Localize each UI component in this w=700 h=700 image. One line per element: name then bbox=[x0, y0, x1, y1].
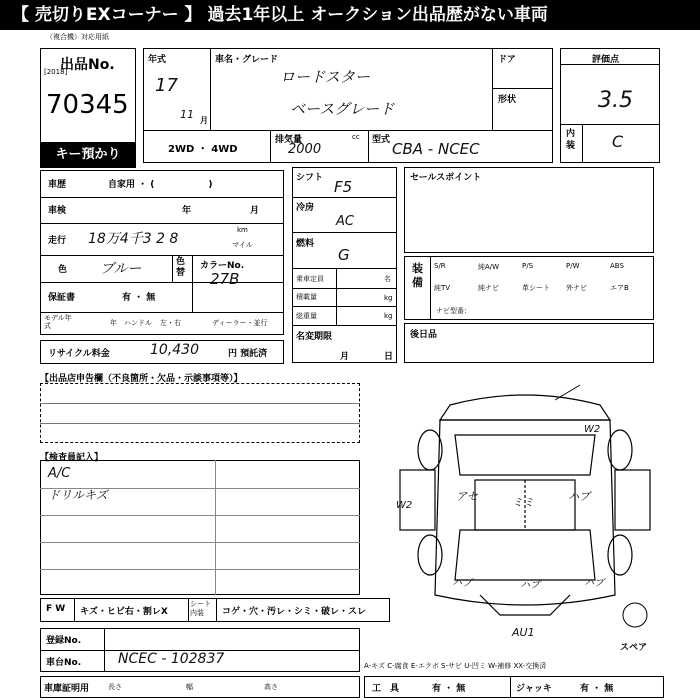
inspection-label: 車検 bbox=[48, 206, 67, 216]
garage-cert-field-1: 幅 bbox=[186, 683, 193, 691]
shift-value: F5 bbox=[334, 178, 353, 196]
fw-label: F W bbox=[46, 604, 66, 614]
grade: ベースグレード bbox=[290, 100, 395, 118]
handle-label: ハンドル bbox=[124, 319, 152, 327]
inspector-area bbox=[40, 460, 360, 595]
tools-label: 工 具 bbox=[372, 684, 400, 694]
navi-label: ナビ型番： bbox=[436, 307, 471, 315]
load-unit: kg bbox=[384, 294, 393, 302]
seat-text: コゲ・穴・汚レ・シミ・破レ・スレ bbox=[222, 607, 367, 617]
seller-notes-area bbox=[40, 383, 360, 443]
doors-label: ドア bbox=[498, 55, 516, 65]
model-year-label: モデル年式 bbox=[44, 314, 72, 330]
lot-number: 70345 bbox=[46, 90, 129, 120]
month-unit: 月 bbox=[200, 116, 208, 125]
shift-label: シフト bbox=[296, 173, 324, 183]
form-subtitle: （複合機）対応用紙 bbox=[46, 33, 109, 41]
interior-value: C bbox=[612, 132, 624, 151]
diagram-mark-rear-center: ハブ bbox=[520, 580, 540, 591]
diagram-mark-rear-left: ハブ bbox=[452, 578, 472, 589]
name-change-label: 名変期限 bbox=[296, 332, 333, 342]
car-name: ロードスター bbox=[280, 68, 370, 86]
color-label: 色 bbox=[58, 265, 68, 275]
tools-box bbox=[364, 676, 664, 698]
damage-legend: A-キズ C-腐食 E-エクボ S-サビ U-凹ミ W-補修 XX-交換済 bbox=[364, 662, 547, 670]
diagram-mark-center: ミミ bbox=[512, 496, 534, 509]
mileage-unit-km: km bbox=[237, 226, 248, 234]
seller-notes-label: 【出品店申告欄（不良箇所・欠品・示談事項等）】 bbox=[40, 374, 243, 384]
color-no-value: 27B bbox=[210, 270, 240, 288]
history-label: 車歴 bbox=[48, 180, 67, 190]
jack-label: ジャッキ bbox=[516, 684, 552, 694]
color-change-label: 色替 bbox=[176, 257, 186, 278]
name-change-day: 日 bbox=[384, 352, 394, 362]
chassis-value: NCEC - 102837 bbox=[118, 651, 225, 667]
equipment-row-2 bbox=[434, 283, 652, 297]
key-badge: キー預かり bbox=[40, 142, 136, 168]
name-label: 車名・グレード bbox=[215, 55, 279, 65]
delivery-label: 後日品 bbox=[410, 330, 438, 340]
fw-text: キズ・ヒビ右・割レX bbox=[80, 607, 168, 617]
score-value: 3.5 bbox=[598, 88, 633, 113]
equipment-item-row1-3: P/W bbox=[566, 262, 580, 270]
reg-label: 登録No. bbox=[46, 636, 82, 646]
shape-label: 形状 bbox=[498, 95, 517, 105]
capacity-label: 乗車定員 bbox=[296, 275, 324, 283]
recycle-value: 10,430 bbox=[150, 342, 199, 358]
mileage-label: 走行 bbox=[48, 236, 67, 246]
fuel-value: G bbox=[338, 246, 350, 264]
inspector-label: 【検査員記入】 bbox=[40, 453, 104, 463]
diagram-mark-left-side: W2 bbox=[396, 500, 413, 511]
capacity-unit: 名 bbox=[384, 275, 391, 283]
spare-label: スペア bbox=[620, 643, 648, 653]
year-value: 17 bbox=[155, 75, 178, 96]
equipment-item-row2-3: 外ナビ bbox=[566, 284, 587, 292]
gross-unit: kg bbox=[384, 312, 393, 320]
model-value: CBA - NCEC bbox=[392, 140, 480, 158]
month-value: 11 bbox=[180, 108, 194, 121]
chassis-label: 車台No. bbox=[46, 658, 82, 668]
lot-label: 出品No. bbox=[60, 57, 115, 73]
load-label: 積載量 bbox=[296, 293, 317, 301]
ac-value: AC bbox=[336, 214, 354, 229]
color-value: ブルー bbox=[100, 261, 142, 277]
page-banner: 【 売切りEXコーナー 】 過去1年以上 オークション出品歴がない車両 bbox=[0, 0, 700, 30]
color-no-label: カラーNo. bbox=[200, 261, 245, 271]
mileage-unit-mile: マイル bbox=[232, 241, 253, 249]
mileage-value: 18万4千3 2 8 bbox=[88, 231, 179, 247]
ac-label: 冷房 bbox=[296, 203, 315, 213]
garage-cert-label: 車庫証明用 bbox=[44, 684, 90, 694]
drive-options: 2WD ・ 4WD bbox=[168, 144, 238, 155]
interior-label: 内装 bbox=[566, 129, 576, 151]
history-options: 自家用 ・ ( ) bbox=[108, 180, 213, 190]
jack-options: 有 ・ 無 bbox=[580, 684, 614, 694]
diagram-mark-bottom: AU1 bbox=[512, 626, 535, 639]
equipment-item-row2-4: エアB bbox=[610, 284, 629, 292]
name-change-month: 月 bbox=[340, 352, 350, 362]
equipment-label: 装備 bbox=[412, 262, 423, 289]
lot-year-tag: [2018] bbox=[44, 68, 68, 76]
seat-label: シート内装 bbox=[190, 600, 211, 617]
inspector-note-2: ドリルキズ bbox=[48, 488, 108, 502]
recycle-label: リサイクル料金 bbox=[48, 349, 110, 359]
dealer-label: ディーラー・並行 bbox=[212, 319, 268, 327]
diagram-mark-top-right: W2 bbox=[584, 424, 601, 435]
garage-cert-fields bbox=[108, 678, 358, 696]
inspection-year-unit: 年 bbox=[182, 206, 192, 216]
equipment-item-row2-2: 革シート bbox=[522, 284, 550, 292]
inspector-note-1: A/C bbox=[48, 466, 71, 481]
diagram-mark-right: ハブ bbox=[568, 490, 590, 503]
displacement-label: 排気量 bbox=[275, 135, 303, 145]
gross-label: 総重量 bbox=[296, 312, 317, 320]
equipment-item-row1-2: P/S bbox=[522, 262, 534, 270]
delivery-box bbox=[404, 323, 654, 363]
equipment-item-row2-1: 純ナビ bbox=[478, 284, 499, 292]
garage-cert-field-2: 高さ bbox=[264, 683, 278, 691]
warranty-options: 有 ・ 無 bbox=[122, 293, 156, 303]
inspection-month-unit: 月 bbox=[250, 206, 260, 216]
warranty-label: 保証書 bbox=[48, 293, 76, 303]
equipment-item-row1-0: S/R bbox=[434, 262, 446, 270]
diagram-mark-front: アセ bbox=[456, 490, 478, 503]
model-year-unit: 年 bbox=[110, 319, 117, 327]
equipment-row-1 bbox=[434, 262, 652, 276]
recycle-unit: 円 預託済 bbox=[228, 349, 268, 359]
handle-options: 左・右 bbox=[160, 319, 181, 327]
history-box bbox=[40, 170, 284, 335]
diagram-mark-rear-right: ハブ bbox=[584, 578, 604, 589]
cc-unit: cc bbox=[352, 133, 360, 141]
equipment-item-row1-4: ABS bbox=[610, 262, 624, 270]
year-label: 年式 bbox=[148, 55, 167, 65]
garage-cert-field-0: 長さ bbox=[108, 683, 122, 691]
fuel-label: 燃料 bbox=[296, 239, 315, 249]
score-label: 評価点 bbox=[592, 55, 620, 65]
equipment-item-row1-1: 純A/W bbox=[478, 263, 500, 271]
displacement-value: 2000 bbox=[288, 142, 322, 157]
tools-options: 有 ・ 無 bbox=[432, 684, 466, 694]
equipment-item-row2-0: 純TV bbox=[434, 284, 451, 292]
model-label: 型式 bbox=[372, 135, 391, 145]
sales-point-label: セールスポイント bbox=[410, 173, 482, 183]
